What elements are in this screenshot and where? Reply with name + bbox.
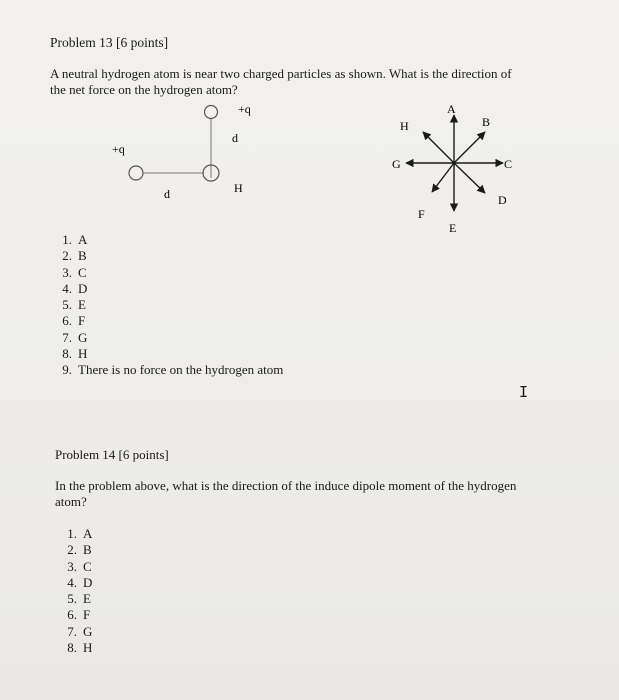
problem13-option-4[interactable]: 4. D xyxy=(62,280,88,296)
arrow-f xyxy=(432,163,454,192)
problem14-title: Problem 14 [6 points] xyxy=(55,447,169,462)
arrow-h xyxy=(423,132,454,163)
charge-top-label: +q xyxy=(238,102,251,116)
problem13-title: Problem 13 [6 points] xyxy=(50,35,169,50)
problem13-option-9[interactable]: 9. There is no force on the hydrogen atom xyxy=(62,362,284,378)
compass-label-h: H xyxy=(400,119,409,133)
hydrogen-label: H xyxy=(234,181,243,195)
problem13-option-7[interactable]: 7. G xyxy=(62,329,88,345)
problem14-option-2[interactable]: 2. B xyxy=(67,542,92,558)
compass-label-a: A xyxy=(447,102,456,116)
problem13-option-6[interactable]: 6. F xyxy=(62,313,86,329)
compass-label-d: D xyxy=(498,193,507,207)
arrow-b xyxy=(454,132,485,163)
problem13-option-1[interactable]: 1. A xyxy=(62,232,88,247)
problem14-question-line1: In the problem above, what is the direction of the induce dipole moment of the hydrogen xyxy=(55,478,517,493)
problem14-option-7[interactable]: 7. G xyxy=(67,623,93,639)
problem13-question-line1: A neutral hydrogen atom is near two charged particles as shown. What is the direction of xyxy=(50,66,512,81)
compass-label-f: F xyxy=(418,207,425,221)
problem13-option-8[interactable]: 8. H xyxy=(62,346,88,362)
compass-label-g: G xyxy=(392,157,401,171)
compass-label-b: B xyxy=(482,115,491,129)
problem13-option-5[interactable]: 5. E xyxy=(62,297,86,313)
problem14-option-8[interactable]: 8. H xyxy=(67,640,93,656)
distance-horizontal-label: d xyxy=(164,187,170,201)
problem14-option-6[interactable]: 6. F xyxy=(67,607,91,623)
problem14-option-5[interactable]: 5. E xyxy=(67,591,91,607)
problem14-question-line2: atom? xyxy=(55,494,87,509)
problem14-option-1[interactable]: 1. A xyxy=(67,526,93,541)
left-charge-circle xyxy=(129,166,143,180)
text-cursor-icon: I xyxy=(519,383,529,401)
charge-diagram xyxy=(100,95,290,210)
top-charge-circle xyxy=(205,106,218,119)
problem13-option-3[interactable]: 3. C xyxy=(62,264,87,280)
direction-compass xyxy=(385,100,525,240)
charge-left-label: +q xyxy=(112,142,125,156)
compass-label-e: E xyxy=(449,221,457,235)
problem13-option-2[interactable]: 2. B xyxy=(62,248,87,264)
arrow-d xyxy=(454,163,485,193)
distance-vertical-label: d xyxy=(232,131,238,145)
problem14-option-4[interactable]: 4. D xyxy=(67,574,93,590)
compass-label-c: C xyxy=(504,157,513,171)
problem14-options xyxy=(55,526,92,656)
problem13-options xyxy=(50,232,283,379)
problem13-question-line2: the net force on the hydrogen atom? xyxy=(50,82,238,97)
problem14-option-3[interactable]: 3. C xyxy=(67,558,92,574)
